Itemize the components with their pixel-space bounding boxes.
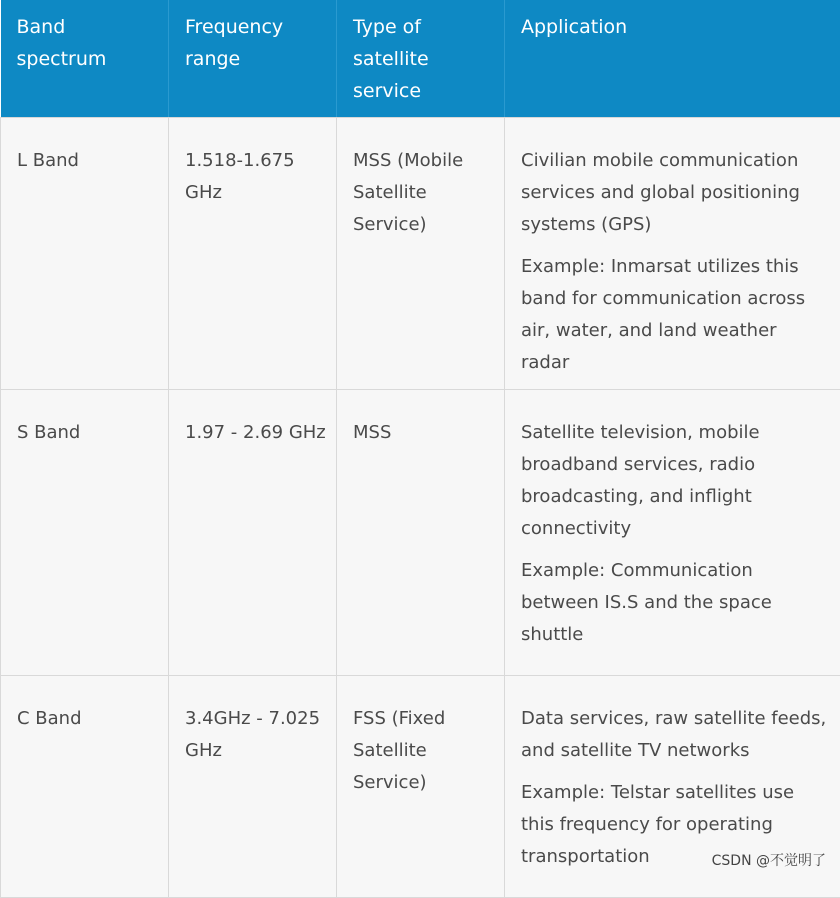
application-text: Data services, raw satellite feeds, and satellite TV networks	[521, 703, 830, 767]
cell-application	[505, 118, 840, 390]
cell-application	[505, 390, 840, 676]
cell-service: MSS	[337, 390, 505, 676]
table-header	[1, 0, 840, 118]
header-service-type: Type of satellite service	[337, 0, 505, 118]
header-frequency-range: Frequency range	[169, 0, 337, 118]
cell-frequency: 3.4GHz - 7.025 GHz	[169, 676, 337, 898]
application-example: Example: Telstar satellites use this frequency for operating transportation	[521, 777, 830, 873]
cell-frequency: 1.97 - 2.69 GHz	[169, 390, 337, 676]
cell-frequency: 1.518-1.675 GHz	[169, 118, 337, 390]
header-application: Application	[505, 0, 840, 118]
header-band-spectrum: Band spectrum	[1, 0, 169, 118]
cell-service: MSS (Mobile Satellite Service)	[337, 118, 505, 390]
cell-service: FSS (Fixed Satellite Service)	[337, 676, 505, 898]
cell-band: S Band	[1, 390, 169, 676]
cell-band: L Band	[1, 118, 169, 390]
application-example: Example: Inmarsat utilizes this band for communication across air, water, and land weather radar	[521, 251, 830, 379]
cell-band: C Band	[1, 676, 169, 898]
application-text: Satellite television, mobile broadband services, radio broadcasting, and inflight connectivity	[521, 417, 830, 545]
application-text: Civilian mobile communication services and global positioning systems (GPS)	[521, 145, 830, 241]
csdn-watermark: CSDN @不觉明了	[712, 850, 826, 870]
table-body	[1, 118, 840, 898]
table-row	[1, 390, 840, 676]
header-row	[1, 0, 840, 118]
application-example: Example: Communication between IS.S and the space shuttle	[521, 555, 830, 651]
table-row	[1, 118, 840, 390]
